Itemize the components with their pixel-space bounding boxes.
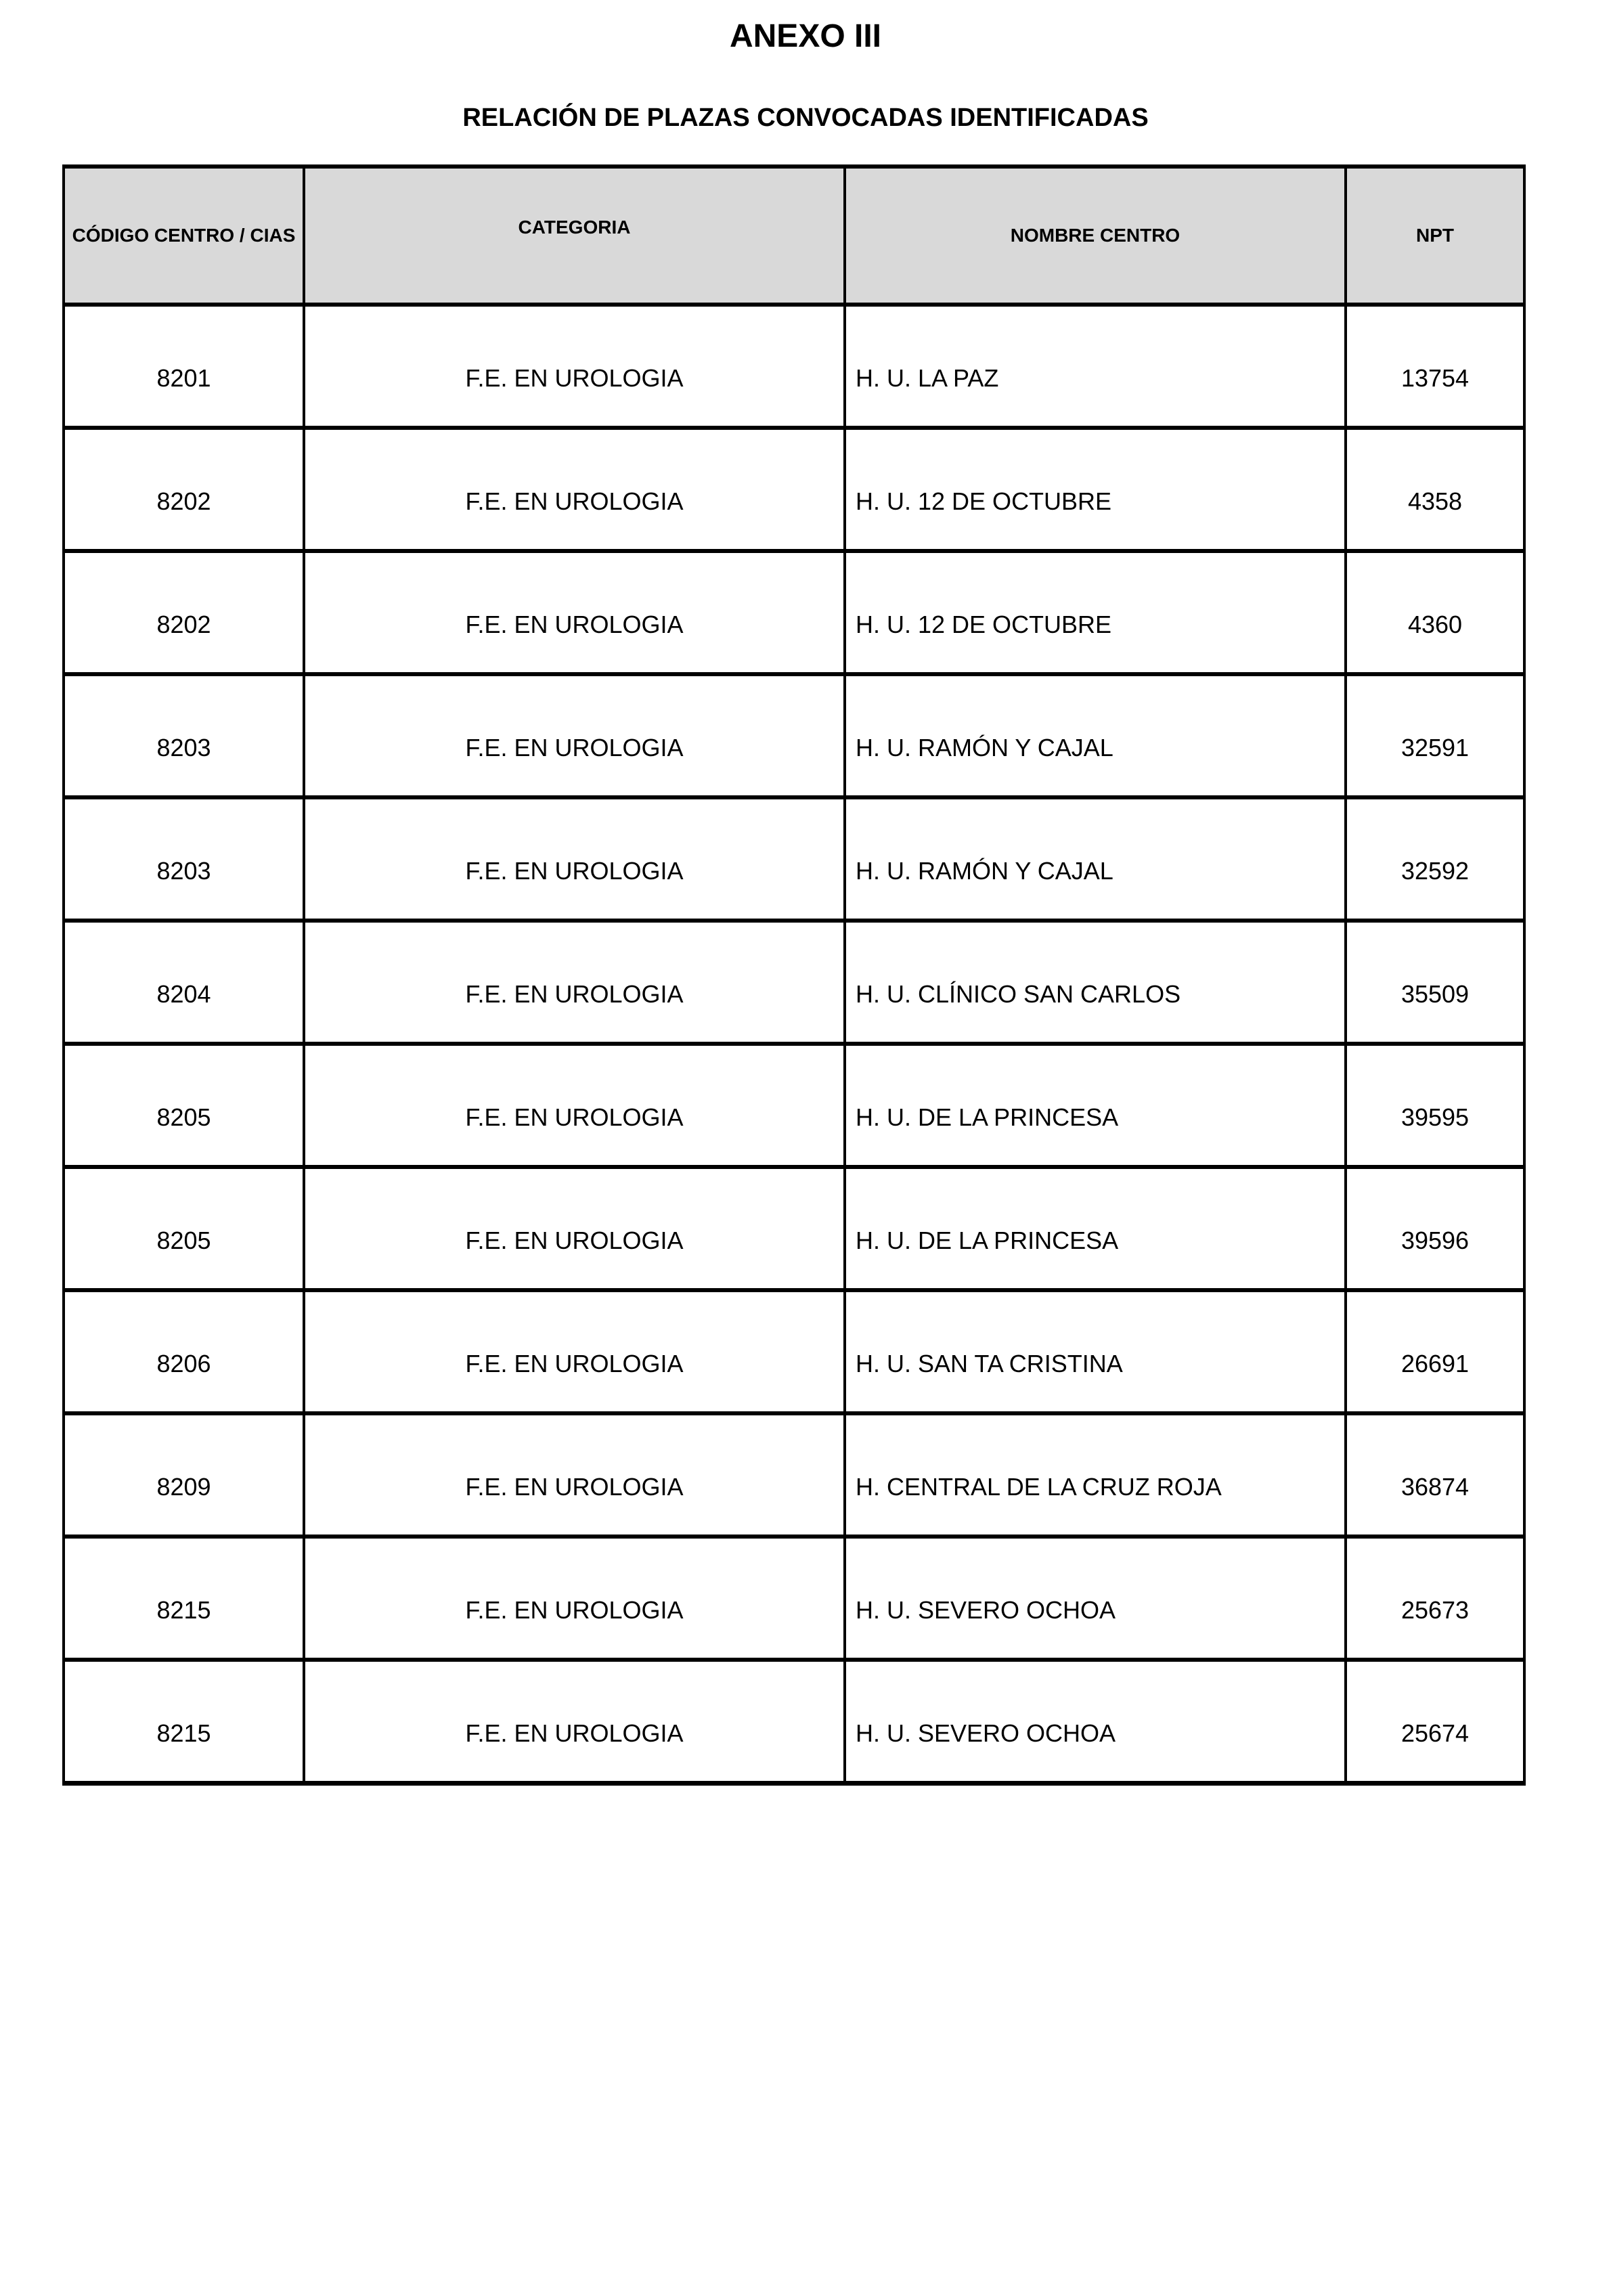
cell-npt: 39595 xyxy=(1346,1044,1524,1167)
cell-codigo-centro-cias: 8202 xyxy=(64,551,304,674)
cell-codigo-centro-cias: 8215 xyxy=(64,1537,304,1660)
table-row xyxy=(64,1537,1524,1660)
cell-categoria: F.E. EN UROLOGIA xyxy=(304,797,845,921)
column-header-categoria-label: CATEGORIA xyxy=(518,217,631,238)
cell-nombre-centro: H. CENTRAL DE LA CRUZ ROJA xyxy=(845,1413,1346,1537)
cell-categoria: F.E. EN UROLOGIA xyxy=(304,921,845,1044)
cell-nombre-centro: H. U. CLÍNICO SAN CARLOS xyxy=(845,921,1346,1044)
cell-npt: 13754 xyxy=(1346,305,1524,428)
table-body xyxy=(64,305,1524,1783)
table-row xyxy=(64,1290,1524,1413)
table-row xyxy=(64,305,1524,428)
page-subtitle: RELACIÓN DE PLAZAS CONVOCADAS IDENTIFICADAS xyxy=(462,104,1149,132)
page-title: ANEXO III xyxy=(729,18,882,54)
table-row xyxy=(64,1167,1524,1290)
cell-nombre-centro: H. U. DE LA PRINCESA xyxy=(845,1167,1346,1290)
cell-codigo-centro-cias: 8203 xyxy=(64,674,304,797)
cell-codigo-centro-cias: 8205 xyxy=(64,1044,304,1167)
cell-codigo-centro-cias: 8209 xyxy=(64,1413,304,1537)
column-header-categoria xyxy=(304,167,845,305)
cell-npt: 25673 xyxy=(1346,1537,1524,1660)
table-header-row xyxy=(64,167,1524,305)
cell-categoria: F.E. EN UROLOGIA xyxy=(304,1167,845,1290)
cell-npt: 35509 xyxy=(1346,921,1524,1044)
cell-nombre-centro: H. U. 12 DE OCTUBRE xyxy=(845,428,1346,551)
cell-categoria: F.E. EN UROLOGIA xyxy=(304,428,845,551)
table-row xyxy=(64,921,1524,1044)
cell-npt: 36874 xyxy=(1346,1413,1524,1537)
cell-codigo-centro-cias: 8215 xyxy=(64,1660,304,1783)
cell-categoria: F.E. EN UROLOGIA xyxy=(304,1413,845,1537)
cell-nombre-centro: H. U. DE LA PRINCESA xyxy=(845,1044,1346,1167)
cell-nombre-centro: H. U. RAMÓN Y CAJAL xyxy=(845,674,1346,797)
cell-codigo-centro-cias: 8205 xyxy=(64,1167,304,1290)
cell-nombre-centro: H. U. SEVERO OCHOA xyxy=(845,1660,1346,1783)
table-row xyxy=(64,551,1524,674)
cell-categoria: F.E. EN UROLOGIA xyxy=(304,551,845,674)
cell-categoria: F.E. EN UROLOGIA xyxy=(304,1660,845,1783)
cell-npt: 32591 xyxy=(1346,674,1524,797)
plazas-table xyxy=(62,164,1526,1786)
table-row xyxy=(64,1044,1524,1167)
cell-categoria: F.E. EN UROLOGIA xyxy=(304,305,845,428)
cell-codigo-centro-cias: 8202 xyxy=(64,428,304,551)
table-row xyxy=(64,674,1524,797)
cell-npt: 26691 xyxy=(1346,1290,1524,1413)
cell-nombre-centro: H. U. SAN TA CRISTINA xyxy=(845,1290,1346,1413)
cell-codigo-centro-cias: 8203 xyxy=(64,797,304,921)
cell-categoria: F.E. EN UROLOGIA xyxy=(304,674,845,797)
cell-nombre-centro: H. U. LA PAZ xyxy=(845,305,1346,428)
column-header-codigo-centro-cias: CÓDIGO CENTRO / CIAS xyxy=(64,167,304,305)
cell-categoria: F.E. EN UROLOGIA xyxy=(304,1290,845,1413)
cell-npt: 25674 xyxy=(1346,1660,1524,1783)
cell-npt: 4360 xyxy=(1346,551,1524,674)
cell-nombre-centro: H. U. RAMÓN Y CAJAL xyxy=(845,797,1346,921)
cell-codigo-centro-cias: 8204 xyxy=(64,921,304,1044)
column-header-npt: NPT xyxy=(1346,167,1524,305)
cell-codigo-centro-cias: 8206 xyxy=(64,1290,304,1413)
cell-npt: 4358 xyxy=(1346,428,1524,551)
column-header-nombre-centro: NOMBRE CENTRO xyxy=(845,167,1346,305)
cell-npt: 39596 xyxy=(1346,1167,1524,1290)
table-row xyxy=(64,428,1524,551)
table-row xyxy=(64,1413,1524,1537)
table-row xyxy=(64,1660,1524,1783)
cell-codigo-centro-cias: 8201 xyxy=(64,305,304,428)
cell-npt: 32592 xyxy=(1346,797,1524,921)
cell-categoria: F.E. EN UROLOGIA xyxy=(304,1537,845,1660)
table-row xyxy=(64,797,1524,921)
cell-nombre-centro: H. U. SEVERO OCHOA xyxy=(845,1537,1346,1660)
cell-nombre-centro: H. U. 12 DE OCTUBRE xyxy=(845,551,1346,674)
cell-categoria: F.E. EN UROLOGIA xyxy=(304,1044,845,1167)
